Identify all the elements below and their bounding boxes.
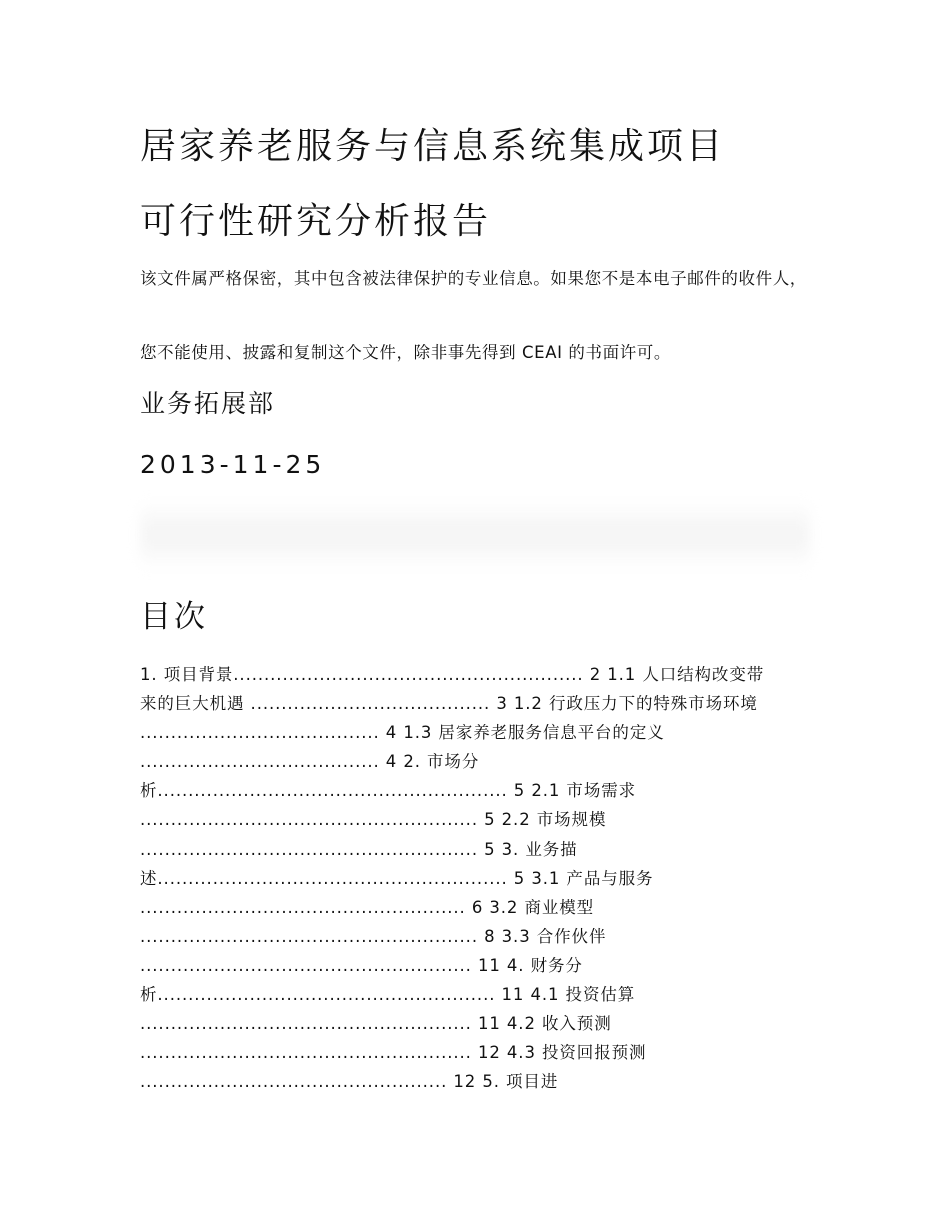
toc-line: ...................................................... 12 4.3 投资回报预测 bbox=[140, 1043, 647, 1063]
toc-line: 述......................................................... 5 3.1 产品与服务 bbox=[140, 868, 654, 888]
document-title-line-1: 居家养老服务与信息系统集成项目 bbox=[140, 126, 726, 167]
toc-heading: 目次 bbox=[140, 599, 208, 635]
toc-line: ....................................................... 8 3.3 合作伙伴 bbox=[140, 926, 607, 946]
department-name: 业务拓展部 bbox=[140, 389, 276, 418]
toc-line: ...................................................... 11 4. 财务分 bbox=[140, 955, 583, 975]
table-of-contents bbox=[140, 660, 820, 1096]
confidentiality-notice-line-1: 该文件属严格保密，其中包含被法律保护的专业信息。如果您不是本电子邮件的收件人， bbox=[140, 269, 807, 288]
toc-line: ...................................................... 11 4.2 收入预测 bbox=[140, 1014, 612, 1034]
toc-line: ....................................................... 5 2.2 市场规模 bbox=[140, 810, 607, 830]
document-date: 2013-11-25 bbox=[140, 450, 326, 479]
confidentiality-notice-line-2: 您不能使用、披露和复制这个文件，除非事先得到 CEAI 的书面许可。 bbox=[140, 343, 671, 362]
toc-line: 来的巨大机遇 ....................................... 3 1.2 行政压力下的特殊市场环境 bbox=[140, 694, 758, 714]
toc-line: 1. 项目背景......................................................... 2 1.1 人口结构改变带 bbox=[140, 665, 765, 684]
toc-line: ....................................................... 5 3. 业务描 bbox=[140, 839, 578, 859]
toc-line: ....................................... 4 2. 市场分 bbox=[140, 752, 480, 772]
toc-line: .................................................. 12 5. 项目进 bbox=[140, 1072, 559, 1092]
toc-line: 析......................................................... 5 2.1 市场需求 bbox=[140, 781, 637, 801]
toc-line: 析....................................................... 11 4.1 投资估算 bbox=[140, 985, 636, 1005]
faded-scan-area bbox=[140, 500, 810, 570]
toc-line: ....................................... 4 1.3 居家养老服务信息平台的定义 bbox=[140, 723, 665, 743]
document-title-line-2: 可行性研究分析报告 bbox=[140, 201, 492, 242]
toc-line: ..................................................... 6 3.2 商业模型 bbox=[140, 897, 595, 917]
